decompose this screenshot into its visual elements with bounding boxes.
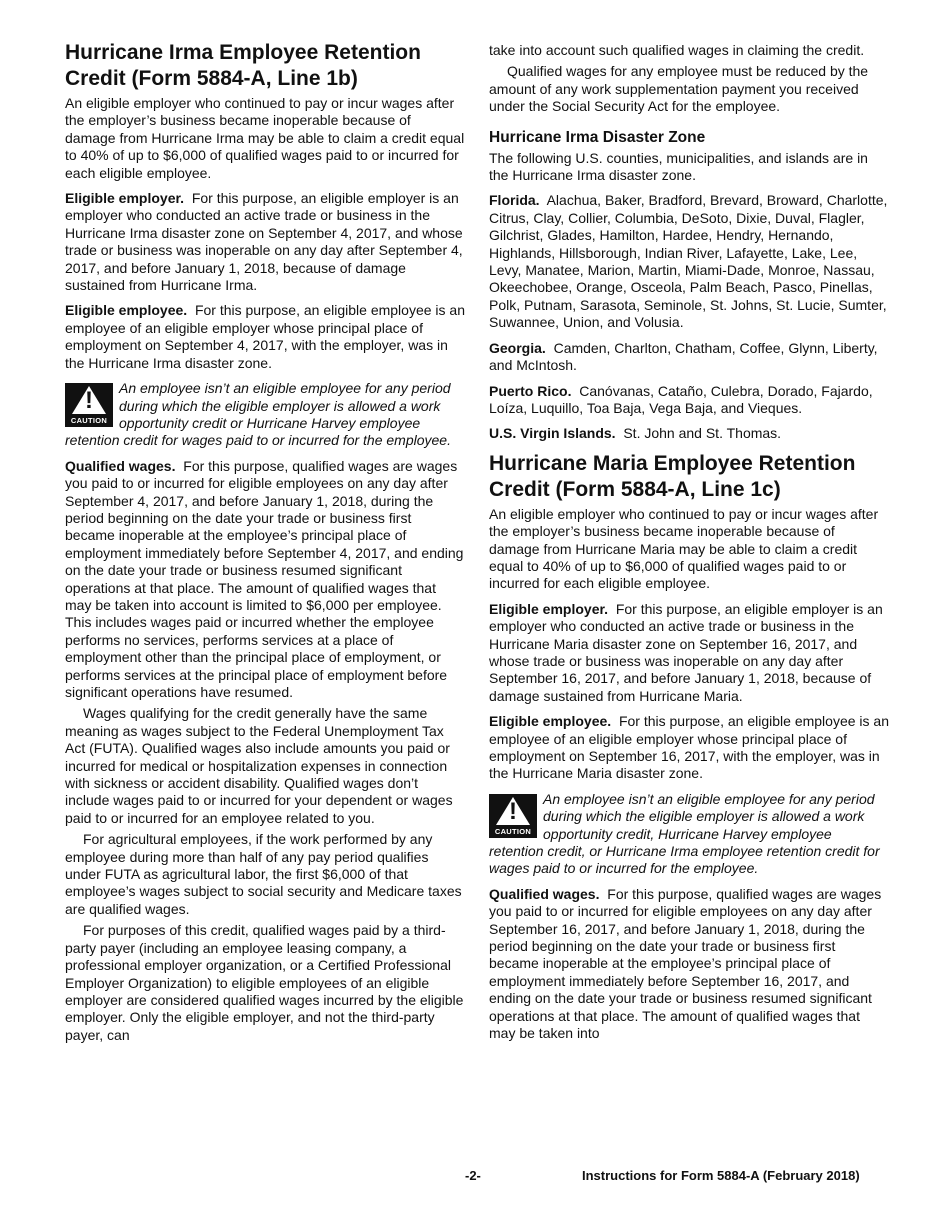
irma-qualified-wages-text: For this purpose, qualified wages are wages you paid to or incurred for eligible employees on any day after September 4, 2017, and before January 1, 2018, during the period beginning on the date your trade or business first became inoperable at the employee’s principal place of employment immediately before September 4, 2017, and ending on the date your trade or business resumed significant operations at that place. The amount of qualified wages that may be taken into account is limited to $6,000 per employee. This includes wages paid or incurred whether the employee performs no services, performs services at a place of employment other than the principal place of employment, or performs services at the principal place of employment before significant operations have resumed. (65, 457, 464, 700)
left-column (65, 40, 465, 1048)
irma-reduction-paragraph: Qualified wages for any employee must be reduced by the amount of any work supplementation payment you received under the Social Security Act for the employee. (489, 63, 869, 115)
caution-icon-label: CAUTION (70, 416, 108, 426)
maria-qualified-wages-label: Qualified wages. (489, 885, 600, 902)
puerto-rico-municipalities (489, 383, 889, 418)
georgia-label: Georgia. (489, 339, 546, 356)
puerto-rico-text: Canóvanas, Cataño, Culebra, Dorado, Fajardo, Loíza, Luquillo, Toa Baja, Vega Baja, and Vieques. (489, 382, 873, 416)
irma-intro: An eligible employer who continued to pay or incur wages after the employer’s business became inoperable because of damage from Hurricane Irma may be able to claim a credit equal to 40% of up to $6,000 of qualified wages paid to or incurred for each eligible employee. (65, 95, 465, 181)
maria-eligible-employer-label: Eligible employer. (489, 600, 609, 617)
irma-zone-intro: The following U.S. counties, municipalities, and islands are in the Hurricane Irma disaster zone. (489, 149, 868, 184)
maria-qualified-wages (489, 886, 889, 1043)
page-number: -2- (465, 1168, 481, 1183)
florida-counties (489, 192, 889, 331)
georgia-text: Camden, Charlton, Chatham, Coffee, Glynn, Liberty, and McIntosh. (489, 339, 878, 374)
puerto-rico-label: Puerto Rico. (489, 382, 572, 399)
irma-eligible-employee-label: Eligible employee. (65, 302, 188, 319)
irma-eligible-employee-text: For this purpose, an eligible employee is an employee of an eligible employer whose principal place of employment on September 4, 2017, with the employer, was in the Hurricane Irma disaster zone. (65, 302, 465, 371)
irma-zone-heading: Hurricane Irma Disaster Zone (489, 128, 706, 146)
maria-qualified-wages-text: For this purpose, qualified wages are wages you paid to or incurred for eligible employees on any day after September 16, 2017, and before January 1, 2018, during the period beginning on the date your trade or business first became inoperable at the employee’s principal place of employment immediately before September 16, 2017, and ending on the date your trade or business resumed significant operations at that place. The amount of qualified wages that may be taken into (489, 885, 882, 1042)
florida-label: Florida. (489, 192, 540, 209)
caution-icon: ! CAUTION (65, 383, 113, 427)
usvi-label: U.S. Virgin Islands. (489, 425, 616, 442)
maria-credit-heading: Hurricane Maria Employee Retention Credit (Form 5884-A, Line 1c) (489, 451, 856, 501)
irma-third-party-continued: take into account such qualified wages in claiming the credit. (489, 42, 865, 58)
georgia-counties (489, 340, 889, 375)
footer-doc-title: Instructions for Form 5884-A (February 2018) (582, 1168, 860, 1183)
maria-eligible-employee-label: Eligible employee. (489, 713, 612, 730)
irma-agricultural-paragraph: For agricultural employees, if the work performed by any employee during more than half of any pay period qualifies under FUTA as agricultural labor, the first $6,000 of that employee’s wages subject to social security and Medicare taxes are qualified wages. (65, 831, 462, 917)
irma-eligible-employer (65, 190, 465, 294)
florida-text: Alachua, Baker, Bradford, Brevard, Broward, Charlotte, Citrus, Clay, Collier, Columbia, DeSoto, Dixie, Duval, Flagler, Gilchrist, Glades, Hamilton, Hardee, Hendry, Hernando, Highlands, Hillsborough, Indian River, Lafayette, Lake, Lee, Levy, Manatee, Marion, Martin, Miami-Dade, Monroe, Nassau, Okeechobee, Orange, Osceola, Palm Beach, Pasco, Pinellas, Polk, Putnam, Sarasota, Seminole, St. Johns, St. Lucie, Sumter, Suwannee, Union, and Volusia. (489, 192, 888, 331)
usvi-islands (489, 425, 889, 442)
irma-eligible-employer-text: For this purpose, an eligible employer is an employer who conducted an active trade or business in the Hurricane Irma disaster zone on September 4, 2017, and whose trade or business was inoperable on any day after September 4, 2017, and before January 1, 2018, because of damage sustained from Hurricane Irma. (65, 190, 463, 294)
irma-futa-paragraph: Wages qualifying for the credit generally have the same meaning as wages subject to the Federal Unemployment Tax Act (FUTA). Qualified wages also include amounts you paid or incurred for medical or hospitalization expenses in connection with sickness or accident disability. Qualified wages don’t include wages paid to or incurred for your dependent or wages paid to or incurred for an employee related to you. (65, 705, 453, 826)
maria-intro: An eligible employer who continued to pay or incur wages after the employer’s business became inoperable because of damage from Hurricane Maria may be able to claim a credit equal to 40% of up to $6,000 of qualified wages paid to or incurred for each eligible employee. (489, 505, 879, 592)
irma-qualified-wages (65, 458, 465, 702)
caution-icon: ! CAUTION (489, 794, 537, 838)
caution-icon-label: CAUTION (494, 826, 532, 836)
irma-caution-text: An employee isn’t an eligible employee for any period during which the eligible employer is allowed a work opportunity credit or Hurricane Harvey employee retention credit for wages paid to or incurred for the employee. (65, 380, 451, 449)
maria-eligible-employee-text: For this purpose, an eligible employee is an employee of an eligible employer whose principal place of employment on September 16, 2017, with the employer, was in the Hurricane Maria disaster zone. (489, 713, 889, 782)
irma-caution-note (65, 380, 465, 450)
right-column (489, 42, 889, 1051)
irma-qualified-wages-label: Qualified wages. (65, 457, 176, 474)
usvi-text: St. John and St. Thomas. (623, 425, 782, 442)
maria-eligible-employer-text: For this purpose, an eligible employer is an employer who conducted an active trade or business in the Hurricane Maria disaster zone on September 16, 2017, and whose trade or business was inoperable on any day after September 16, 2017, and before January 1, 2018, because of damage sustained from Hurricane Maria. (489, 600, 883, 704)
maria-caution-note (489, 791, 889, 878)
irma-eligible-employee (65, 302, 465, 372)
irma-third-party-paragraph: For purposes of this credit, qualified wages paid by a third-party payer (including an employee leasing company, a professional employer organization, or a Certified Professional Employer Organization) to eligible employees of an eligible employer are considered qualified wages incurred by the eligible employer. Only the eligible employer, and not the third-party payer, can (65, 922, 464, 1043)
maria-caution-text: An employee isn’t an eligible employee for any period during which the eligible employer is allowed a work opportunity credit, Hurricane Harvey employee retention credit, or Hurricane Irma employee retention credit for wages paid to or incurred for the employee. (489, 790, 880, 877)
irma-eligible-employer-label: Eligible employer. (65, 190, 185, 207)
maria-eligible-employer (489, 601, 889, 705)
irma-credit-heading: Hurricane Irma Employee Retention Credit (Form 5884-A, Line 1b) (65, 41, 421, 90)
maria-eligible-employee (489, 713, 889, 783)
